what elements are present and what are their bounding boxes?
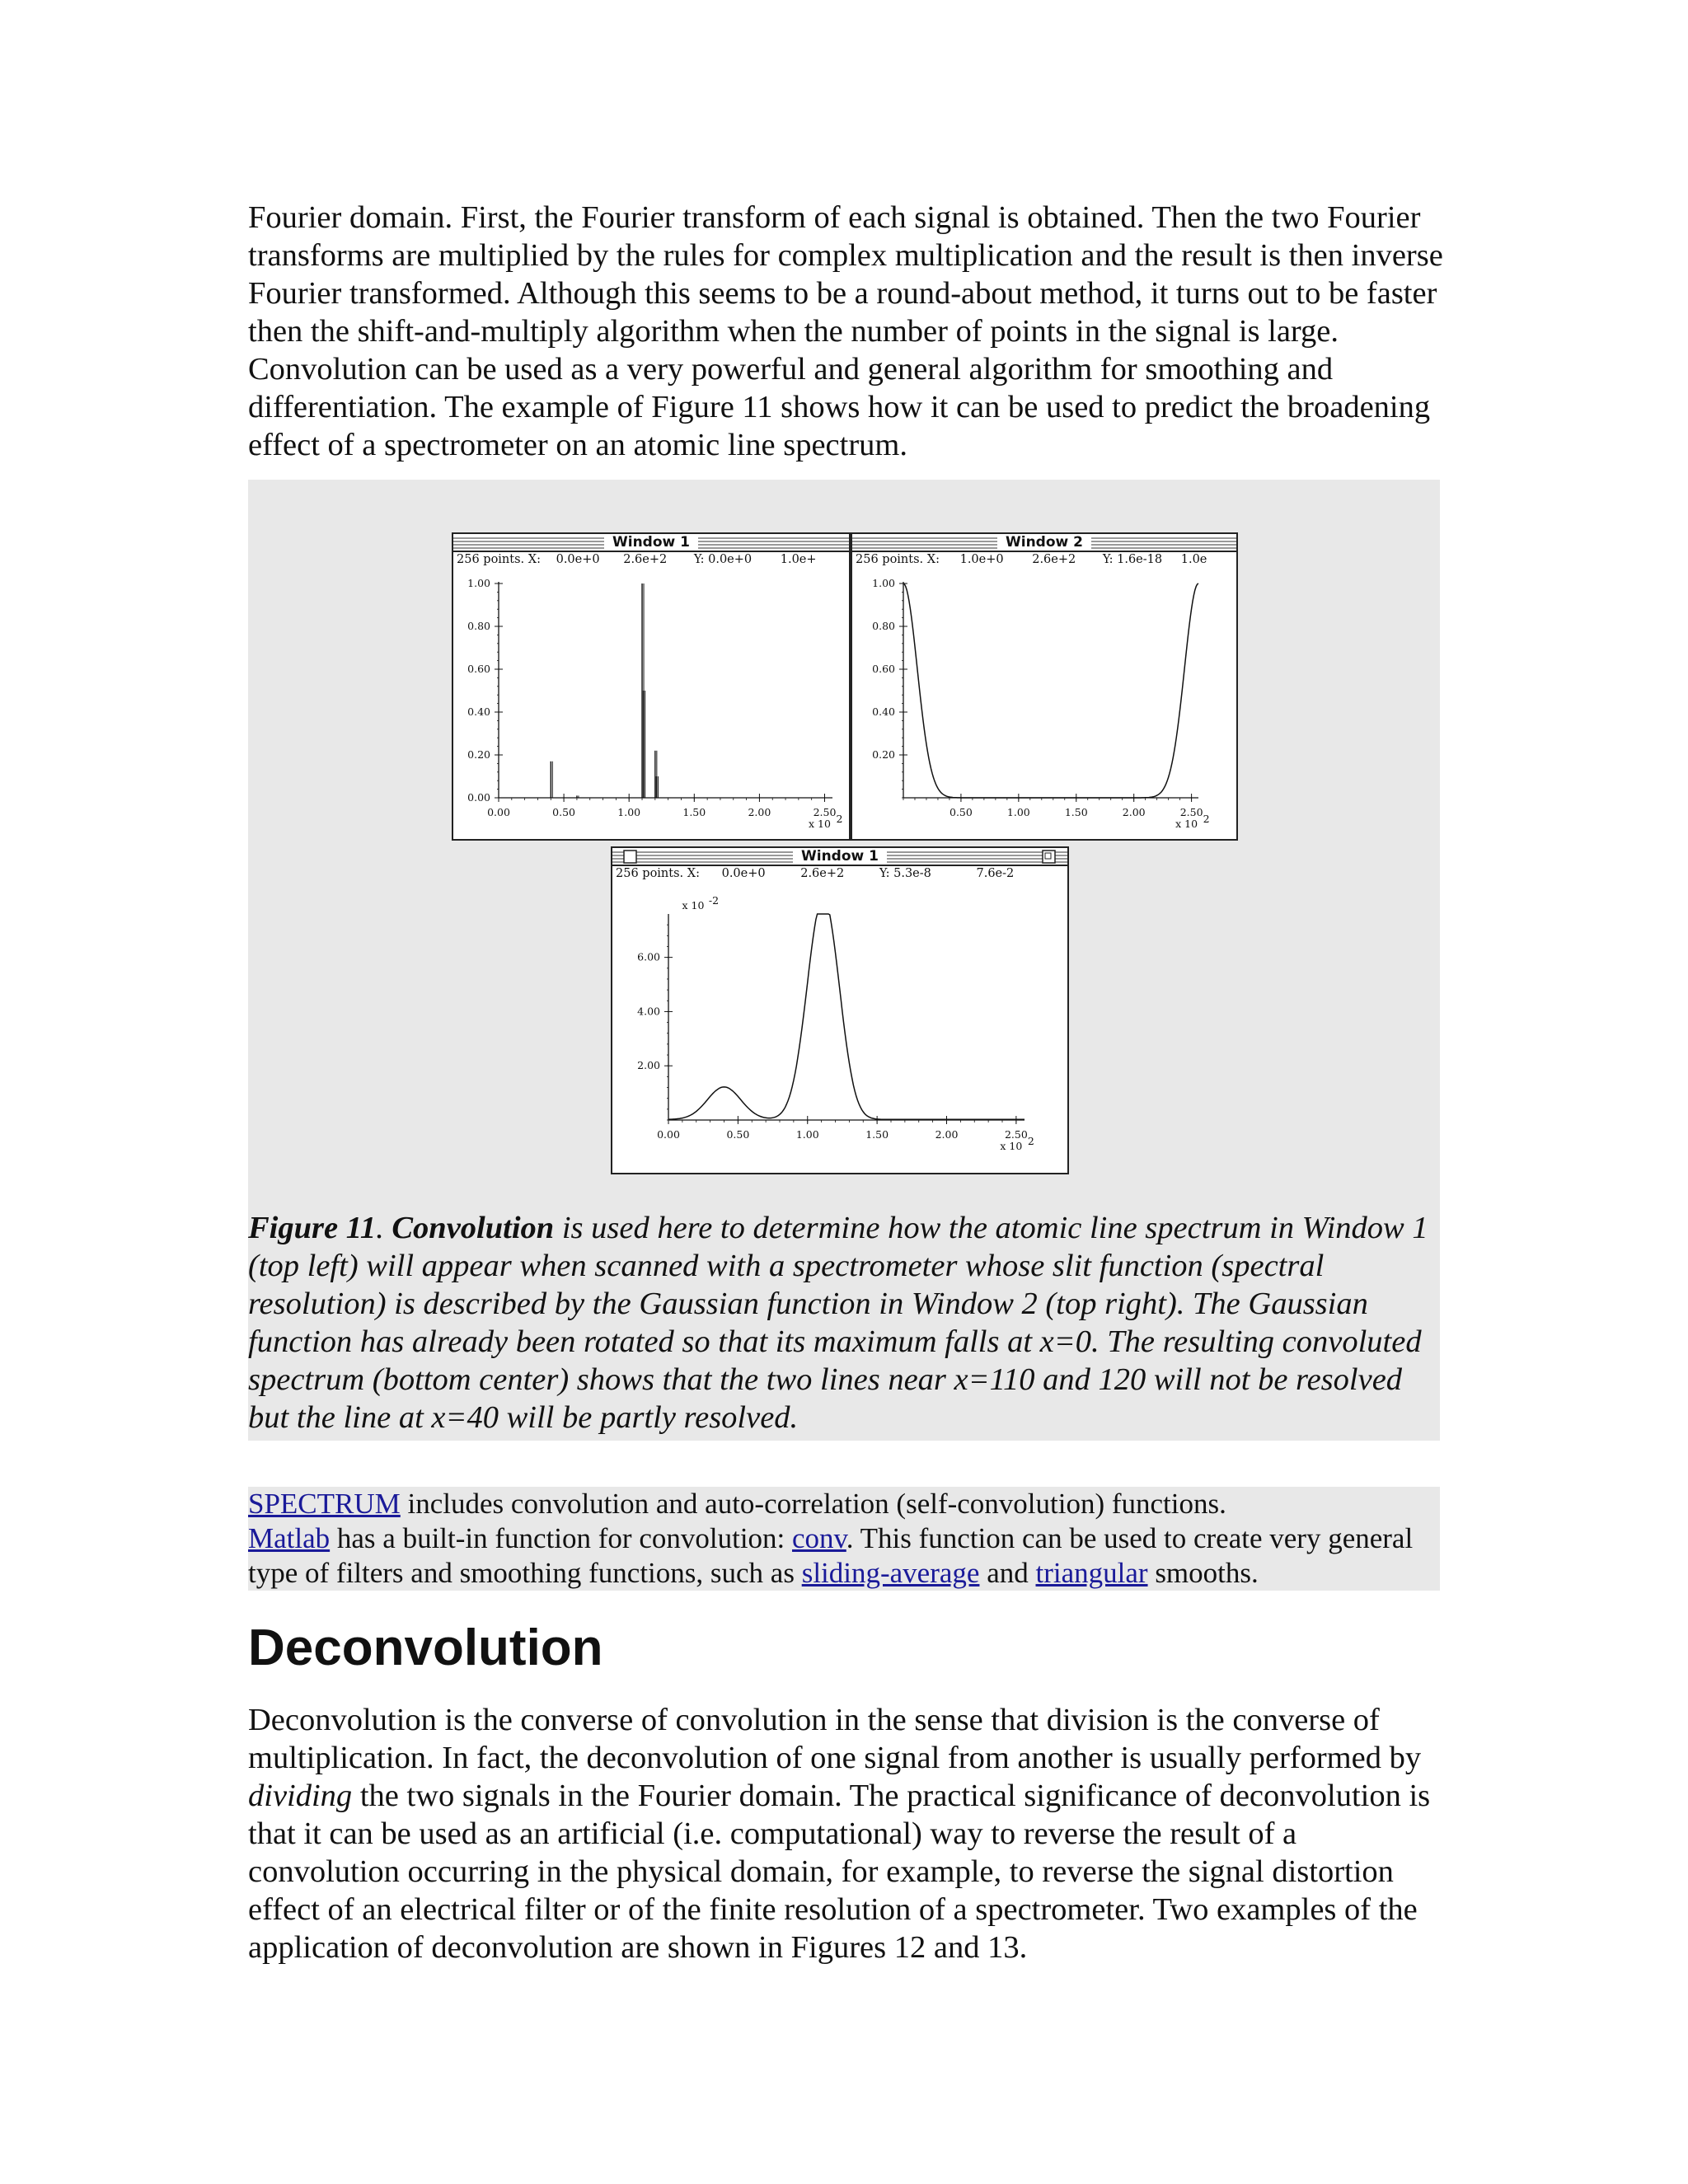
w3-xtick-label: 1.50 (865, 1128, 889, 1141)
w3-xtick-label: 1.00 (795, 1128, 819, 1141)
w1-x-min: 0.0e+0 (556, 553, 600, 566)
body2-b: the two signals in the Fourier domain. The practical significance of deconvolution is that it can be used as an artificial (i.e. computational) way to reverse the result of a convolution occurring in the physical domain, for example, to reverse the signal distortion effect of an electrical filter or of the finite resolution of a spectrometer. Two examples of the application of deconvolution are shown in Figures 12 and 13. (248, 1779, 1431, 1965)
w3-x-exponent: 2 (1027, 1135, 1034, 1147)
w1-ytick-label: 0.80 (467, 620, 490, 632)
w3-xtick-label: 0.50 (726, 1128, 750, 1141)
section-heading: Deconvolution (248, 1619, 603, 1676)
w1-ytick-label: 0.20 (467, 748, 490, 761)
w1-ytick-label: 0.60 (467, 663, 490, 675)
w3-x-min: 0.0e+0 (721, 867, 766, 880)
sliding-average-link[interactable]: sliding-average (801, 1557, 980, 1589)
w2-xtick-label: 1.50 (1064, 806, 1088, 818)
w3-x-max: 2.6e+2 (800, 867, 845, 880)
w2-x-label: X: (926, 553, 940, 566)
w1-status-bar (457, 552, 817, 567)
figure-label: Figure 11 (248, 1211, 377, 1245)
w1-xtick-label: 0.00 (487, 806, 510, 818)
triangular-link[interactable]: triangular (1035, 1557, 1148, 1589)
window-1-line-spectrum[interactable] (452, 532, 851, 841)
caption-term: Convolution (392, 1211, 555, 1245)
w1-title[interactable]: Window 1 (453, 534, 849, 551)
w2-ytick-label: 0.60 (872, 663, 895, 675)
w2-xtick-label: 0.50 (950, 806, 973, 818)
links-smooths-text: smooths. (1147, 1557, 1259, 1589)
w1-x-exponent: 2 (836, 813, 843, 825)
w1-points: 256 points. (457, 553, 525, 566)
intro-paragraph: Fourier domain. First, the Fourier transform of each signal is obtained. Then the two Fourier transforms are multiplied by the rules for complex multiplication and the result is then inverse Fourier transformed. Although this seems to be a round-about method, it turns out to be faster then the shift-and-multiply algorithm when the number of points in the signal is large. Convolution can be used as a very powerful and general algorithm for smoothing and differentiation. The example of Figure 11 shows how it can be used to predict the broadening effect of a spectrometer on an atomic line spectrum. (248, 200, 1443, 462)
w1-ytick-label: 0.40 (467, 705, 490, 718)
w1-xtick-label: 1.00 (617, 806, 641, 818)
w2-points: 256 points. (856, 553, 924, 566)
links-and-text: and (979, 1557, 1036, 1589)
w3-status-bar (616, 866, 1014, 881)
w3-convolved-curve (668, 914, 1025, 1119)
w3-y-exponent: -2 (708, 894, 720, 907)
w2-plot (852, 534, 1236, 839)
w3-ytick-label: 2.00 (637, 1059, 660, 1072)
w2-ytick-label: 0.20 (872, 748, 895, 761)
w2-gaussian-curve (903, 583, 1198, 798)
w3-y-min: 5.3e-8 (893, 867, 931, 880)
w2-x-multiplier: x 10 (1175, 818, 1198, 830)
w1-y-label: Y: (693, 553, 705, 566)
related-links (248, 1487, 1440, 1591)
w1-y-min: 0.0e+0 (708, 553, 753, 566)
w2-title[interactable]: Window 2 (852, 534, 1236, 551)
w1-ytick-label: 1.00 (467, 577, 490, 589)
w3-xtick-label: 0.00 (657, 1128, 680, 1141)
body2-a: Deconvolution is the converse of convolution in the sense that division is the converse of multiplication. In fact, the deconvolution of one signal from another is usually performed by (248, 1703, 1422, 1775)
w1-xtick-label: 1.50 (682, 806, 706, 818)
w3-ytick-label: 6.00 (637, 950, 660, 963)
window-2-gaussian[interactable] (851, 532, 1238, 841)
w3-ytick-label: 4.00 (637, 1005, 660, 1018)
figure-caption (248, 1209, 1440, 1436)
w1-xtick-label: 0.50 (552, 806, 576, 818)
w1-ytick-label: 0.00 (467, 791, 490, 804)
w2-ytick-label: 0.40 (872, 705, 895, 718)
caption-text: is used here to determine how the atomic line spectrum in Window 1 (top left) will appear when scanned with a spectrometer whose slit function (spectral resolution) is described by the Gaussian function in Window 2 (top right). The Gaussian function has already been rotated so that its maximum falls at x=0. The resulting convoluted spectrum (bottom center) shows that the two lines near x=110 and 120 will not be resolved but the line at x=40 will be partly resolved. (248, 1211, 1428, 1435)
w2-xtick-label: 2.00 (1122, 806, 1146, 818)
w2-status-bar (856, 552, 1207, 567)
links-line-1-text: includes convolution and auto-correlation (self-convolution) functions. (400, 1488, 1226, 1520)
w1-xtick-label: 2.00 (748, 806, 771, 818)
w3-x-label: X: (687, 867, 700, 880)
w3-points: 256 points. (616, 867, 684, 880)
w3-x-multiplier: x 10 (1000, 1140, 1023, 1152)
w2-xtick-label: 1.00 (1006, 806, 1030, 818)
w1-x-multiplier: x 10 (809, 818, 831, 830)
w2-ytick-label: 0.80 (872, 620, 895, 632)
w3-xtick-label: 2.50 (1004, 1128, 1028, 1141)
body2-emphasis: dividing (248, 1779, 353, 1813)
links-line-1 (248, 1487, 1440, 1521)
links-line-2 (248, 1521, 1440, 1591)
w3-xtick-label: 2.00 (935, 1128, 959, 1141)
w2-xtick-label: 2.50 (1179, 806, 1203, 818)
w1-y-max: 1.0e+ (780, 553, 817, 566)
conv-link[interactable]: conv (792, 1522, 846, 1554)
w3-title[interactable]: Window 1 (612, 848, 1067, 865)
deconvolution-paragraph (248, 1701, 1443, 1966)
links-line-2a-text: has a built-in function for convolution: (330, 1522, 793, 1554)
w1-x-label: X: (528, 553, 541, 566)
w3-y-multiplier: x 10 (682, 899, 705, 912)
w2-y-min: 1.6e-18 (1117, 553, 1163, 566)
figure-11 (248, 480, 1440, 1441)
window-1-convolution-result[interactable] (611, 846, 1069, 1174)
w2-x-max: 2.6e+2 (1032, 553, 1076, 566)
w3-y-max: 7.6e-2 (976, 867, 1015, 880)
w3-plot (612, 848, 1067, 1173)
links-line-2b-text: . This function can be used to create very general type of filters and smoothing functions, such as (248, 1522, 1414, 1589)
w2-x-min: 1.0e+0 (959, 553, 1004, 566)
w1-xtick-label: 2.50 (813, 806, 837, 818)
spectrum-link[interactable]: SPECTRUM (248, 1488, 401, 1520)
w1-x-max: 2.6e+2 (623, 553, 668, 566)
matlab-link[interactable]: Matlab (248, 1522, 331, 1554)
w3-y-label: Y: (879, 867, 890, 880)
w2-y-max: 1.0e (1180, 553, 1207, 566)
caption-sep: . (376, 1211, 392, 1245)
w1-plot (453, 534, 849, 839)
w2-x-exponent: 2 (1203, 813, 1210, 825)
w2-ytick-label: 1.00 (872, 577, 895, 589)
w2-y-label: Y: (1102, 553, 1114, 566)
